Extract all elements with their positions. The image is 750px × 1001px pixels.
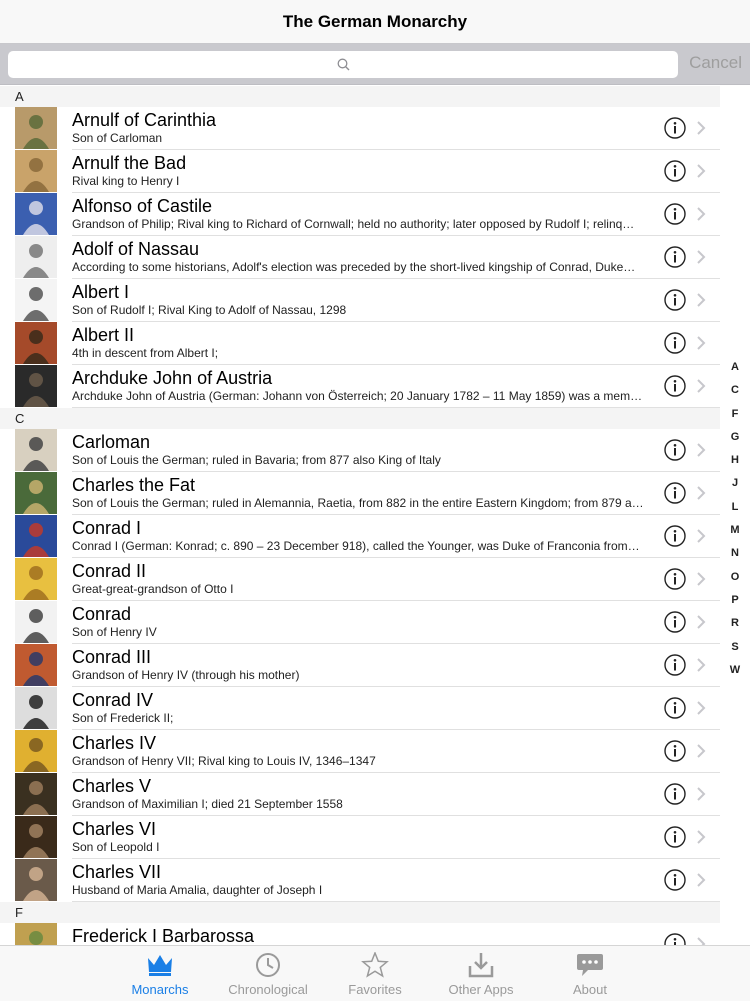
page-title: The German Monarchy [282, 11, 468, 31]
tab-chronological[interactable] [218, 952, 318, 997]
index-letter[interactable]: L [731, 500, 739, 513]
info-icon[interactable] [664, 525, 686, 547]
info-icon[interactable] [664, 482, 686, 504]
info-icon[interactable] [664, 439, 686, 461]
monarch-description: Husband of Maria Amalia, daughter of Joseph I [72, 883, 323, 897]
portrait-thumbnail [15, 193, 57, 235]
monarch-name: Conrad II [72, 561, 147, 581]
chevron-right-icon [696, 787, 706, 801]
info-icon[interactable] [664, 332, 686, 354]
info-icon[interactable] [664, 375, 686, 397]
tab-bar [0, 945, 750, 1001]
portrait-thumbnail [15, 730, 57, 772]
list-item[interactable] [0, 601, 720, 644]
chevron-right-icon [696, 121, 706, 135]
portrait-thumbnail [15, 279, 57, 321]
info-icon[interactable] [664, 289, 686, 311]
crown-icon [110, 952, 210, 978]
monarch-name: Charles IV [72, 733, 157, 753]
portrait-thumbnail [15, 816, 57, 858]
monarch-description: Son of Carloman [72, 131, 163, 145]
monarch-description: Great-great-grandson of Otto I [72, 582, 234, 596]
list-item[interactable] [0, 429, 720, 472]
portrait-thumbnail [15, 365, 57, 407]
section-header: A [0, 86, 720, 107]
chevron-right-icon [696, 701, 706, 715]
chat-bubble-icon [540, 952, 640, 978]
monarch-name: Conrad IV [72, 690, 154, 710]
list-item[interactable] [0, 687, 720, 730]
list-item[interactable] [0, 365, 720, 408]
index-letter[interactable]: W [729, 663, 741, 676]
star-icon [325, 952, 425, 978]
list-item[interactable] [0, 773, 720, 816]
monarch-description: Son of Frederick II; [72, 711, 174, 725]
monarch-name: Charles the Fat [72, 475, 196, 495]
info-icon[interactable] [664, 611, 686, 633]
monarch-list[interactable] [0, 86, 720, 945]
chevron-right-icon [696, 937, 706, 945]
index-letter[interactable]: O [730, 570, 740, 583]
monarch-description: Son of Leopold I [72, 840, 160, 854]
tab-label: About [573, 982, 607, 997]
portrait-thumbnail [15, 236, 57, 278]
info-icon[interactable] [664, 246, 686, 268]
index-letter[interactable]: G [730, 430, 740, 443]
list-item[interactable] [0, 193, 720, 236]
monarch-description: Rival king to Henry I [72, 174, 180, 188]
monarch-name: Arnulf the Bad [72, 153, 187, 173]
monarch-description: Son of Louis the German; ruled in Alemannia, Raetia, from 882 in the entire Eastern Kingdom; from 879 a… [72, 496, 644, 510]
monarch-description: Grandson of Henry VII; Rival king to Louis IV, 1346–1347 [72, 754, 376, 768]
chevron-right-icon [696, 572, 706, 586]
monarch-description: Son of Louis the German; ruled in Bavaria; from 877 also King of Italy [72, 453, 441, 467]
info-icon[interactable] [664, 783, 686, 805]
monarch-description: Son of Rudolf I; Rival King to Adolf of Nassau, 1298 [72, 303, 347, 317]
info-icon[interactable] [664, 826, 686, 848]
tab-about[interactable] [540, 952, 640, 997]
navigation-bar [0, 0, 750, 44]
chevron-right-icon [696, 744, 706, 758]
chevron-right-icon [696, 443, 706, 457]
index-letter[interactable]: F [731, 407, 739, 420]
portrait-thumbnail [15, 773, 57, 815]
index-letter[interactable]: P [731, 593, 739, 606]
list-item[interactable] [0, 923, 720, 945]
list-item[interactable] [0, 236, 720, 279]
portrait-thumbnail [15, 601, 57, 643]
search-icon [337, 58, 350, 71]
index-letter[interactable]: J [731, 477, 739, 490]
chevron-right-icon [696, 658, 706, 672]
monarch-description: Archduke John of Austria (German: Johann von Österreich; 20 January 1782 – 11 May 1859) was a mem… [72, 389, 643, 403]
portrait-thumbnail [15, 150, 57, 192]
list-item[interactable] [0, 279, 720, 322]
monarch-name: Charles VI [72, 819, 157, 839]
chevron-right-icon [696, 336, 706, 350]
section-index-bar[interactable] [724, 356, 746, 682]
portrait-thumbnail [15, 687, 57, 729]
tab-other-apps[interactable] [431, 952, 531, 997]
monarch-name: Carloman [72, 432, 151, 452]
clock-icon [218, 952, 318, 978]
portrait-thumbnail [15, 558, 57, 600]
monarch-name: Frederick I Barbarossa [72, 926, 255, 945]
list-item[interactable] [0, 816, 720, 859]
tab-label: Other Apps [448, 982, 514, 997]
chevron-right-icon [696, 250, 706, 264]
tab-label: Monarchs [131, 982, 189, 997]
portrait-thumbnail [15, 107, 57, 149]
index-letter[interactable]: S [731, 640, 739, 653]
index-letter[interactable]: C [731, 384, 739, 397]
chevron-right-icon [696, 830, 706, 844]
monarch-description: Grandson of Henry IV (through his mother) [72, 668, 300, 682]
chevron-right-icon [696, 529, 706, 543]
info-icon[interactable] [664, 933, 686, 945]
monarch-name: Arnulf of Carinthia [72, 110, 217, 130]
list-item[interactable] [0, 515, 720, 558]
row-separator [72, 407, 720, 408]
list-item[interactable] [0, 150, 720, 193]
info-icon[interactable] [664, 697, 686, 719]
row-separator [72, 901, 720, 902]
chevron-right-icon [696, 164, 706, 178]
monarch-name: Conrad III [72, 647, 152, 667]
monarch-description: 4th in descent from Albert I; [72, 346, 219, 360]
index-letter[interactable]: M [730, 524, 740, 537]
monarch-description: According to some historians, Adolf's election was preceded by the short-lived kingship of Conrad, Duke… [72, 260, 636, 274]
portrait-thumbnail [15, 515, 57, 557]
monarch-name: Charles VII [72, 862, 162, 882]
monarch-name: Conrad I [72, 518, 142, 538]
portrait-thumbnail [15, 472, 57, 514]
index-letter[interactable]: A [731, 361, 739, 373]
portrait-thumbnail [15, 859, 57, 901]
cancel-button[interactable]: Cancel [689, 53, 742, 72]
monarch-name: Adolf of Nassau [72, 239, 200, 259]
monarch-description: Grandson of Maximilian I; died 21 September 1558 [72, 797, 343, 811]
list-item[interactable] [0, 859, 720, 902]
chevron-right-icon [696, 615, 706, 629]
section-header: C [0, 408, 720, 429]
portrait-thumbnail [15, 923, 57, 945]
chevron-right-icon [696, 207, 706, 221]
tab-label: Chronological [228, 982, 308, 997]
info-icon[interactable] [664, 160, 686, 182]
tab-label: Favorites [348, 982, 402, 997]
info-icon[interactable] [664, 740, 686, 762]
info-icon[interactable] [664, 203, 686, 225]
portrait-thumbnail [15, 322, 57, 364]
tab-monarchs[interactable] [110, 952, 210, 997]
search-bar [0, 44, 750, 85]
index-letter[interactable]: N [731, 547, 739, 560]
chevron-right-icon [696, 379, 706, 393]
search-input[interactable] [8, 51, 678, 78]
info-icon[interactable] [664, 869, 686, 891]
info-icon[interactable] [664, 117, 686, 139]
monarch-name: Albert II [72, 325, 135, 345]
download-icon [431, 952, 531, 978]
tab-favorites[interactable] [325, 952, 425, 997]
monarch-name: Albert I [72, 282, 130, 302]
portrait-thumbnail [15, 644, 57, 686]
info-icon[interactable] [664, 568, 686, 590]
list-item[interactable] [0, 644, 720, 687]
chevron-right-icon [696, 293, 706, 307]
monarch-description: Conrad I (German: Konrad; c. 890 – 23 December 918), called the Younger, was Duke of Franconia from… [72, 539, 640, 553]
monarch-name: Conrad [72, 604, 132, 624]
section-header: F [0, 902, 720, 923]
list-item[interactable] [0, 107, 720, 150]
list-item[interactable] [0, 730, 720, 773]
list-item[interactable] [0, 558, 720, 601]
monarch-description: Grandson of Philip; Rival king to Richard of Cornwall; held no authority; later opposed by Rudolf I; relinq… [72, 217, 635, 231]
chevron-right-icon [696, 873, 706, 887]
monarch-description: Son of Henry IV [72, 625, 157, 639]
list-item[interactable] [0, 322, 720, 365]
monarch-name: Alfonso of Castile [72, 196, 213, 216]
index-letter[interactable]: H [731, 454, 739, 467]
info-icon[interactable] [664, 654, 686, 676]
index-letter[interactable]: R [731, 617, 739, 630]
chevron-right-icon [696, 486, 706, 500]
monarch-name: Charles V [72, 776, 152, 796]
portrait-thumbnail [15, 429, 57, 471]
monarch-name: Archduke John of Austria [72, 368, 273, 388]
list-item[interactable] [0, 472, 720, 515]
